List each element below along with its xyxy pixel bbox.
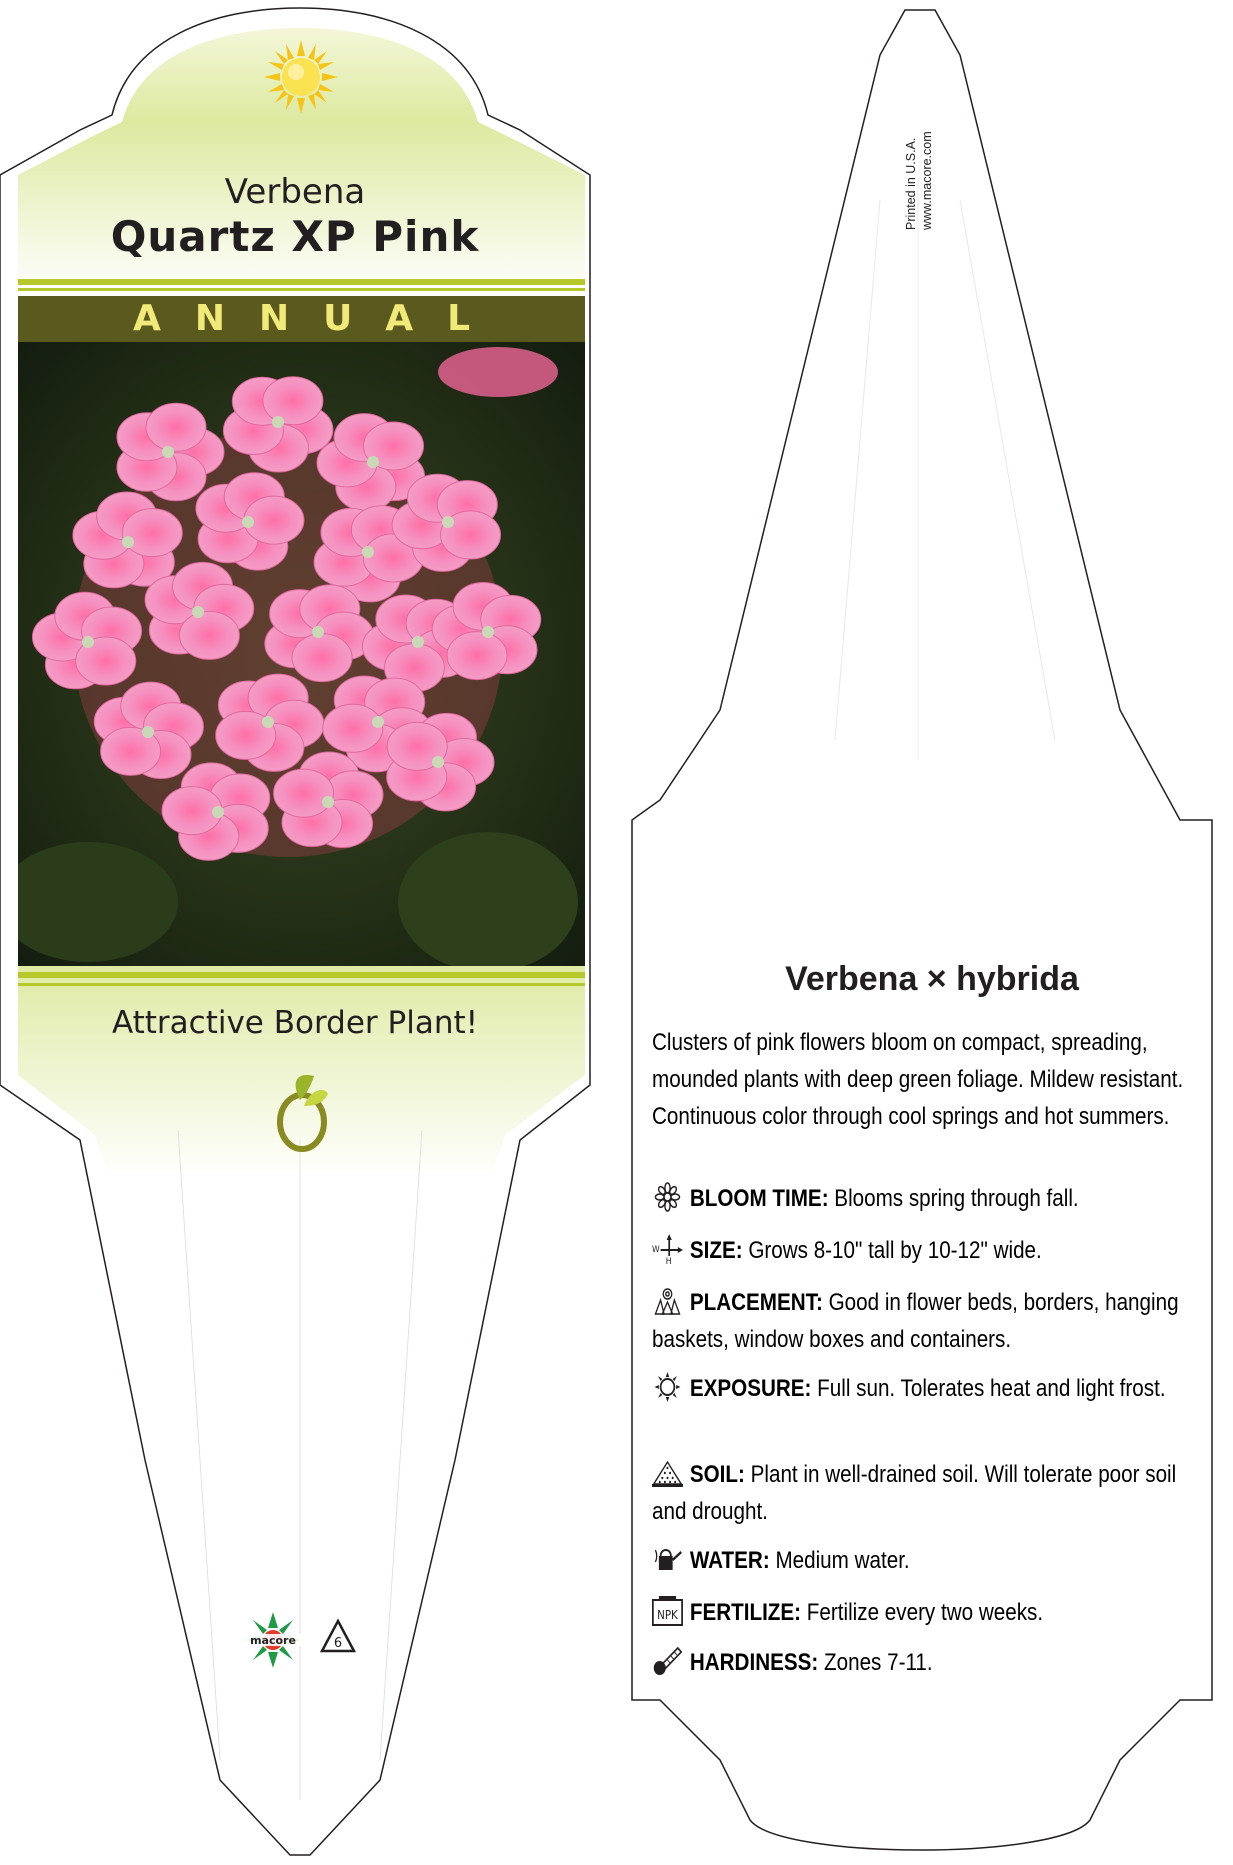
watering-can-icon [652, 1544, 683, 1574]
footer-rule-1 [18, 972, 585, 978]
sprout-logo-icon [270, 1070, 334, 1154]
svg-text:NPK: NPK [657, 1608, 678, 1623]
care-text: Full sun. Tolerates heat and light frost. [817, 1375, 1166, 1402]
header-rule-1 [18, 279, 585, 285]
care-bloom-time [652, 1180, 1211, 1217]
care-fertilize [652, 1594, 1211, 1631]
recycle-icon [318, 1617, 358, 1657]
svg-text:W: W [652, 1243, 660, 1255]
botanical-name: Verbena × hybrida [785, 960, 1079, 998]
footer-rule-2 [18, 983, 585, 986]
soil-icon [652, 1458, 683, 1488]
svg-text:H: H [665, 1255, 672, 1264]
back-title-wrap [652, 960, 1212, 999]
care-hardiness [652, 1644, 1211, 1681]
brand-name: macore [250, 1634, 296, 1647]
care-label: FERTILIZE: [689, 1599, 802, 1626]
verbena-flower-illustration [18, 342, 585, 966]
fertilizer-icon [652, 1596, 683, 1626]
printed-in: Printed in U.S.A. [904, 137, 918, 230]
care-text: Good in flower beds, borders, hanging baskets, window boxes and containers. [652, 1289, 1179, 1353]
care-soil [652, 1456, 1211, 1530]
care-text: Medium water. [775, 1547, 910, 1574]
care-label: PLACEMENT: [689, 1289, 823, 1316]
care-text: Plant in well-drained soil. Will tolerate poor soil and drought. [652, 1461, 1177, 1525]
header-rule-2 [18, 288, 585, 291]
flower-icon [652, 1182, 683, 1212]
care-label: EXPOSURE: [689, 1375, 812, 1402]
website: www.macore.com [920, 131, 934, 230]
care-label: WATER: [689, 1547, 770, 1574]
plant-photo [18, 342, 585, 966]
genus-name: Verbena [224, 172, 366, 212]
care-label: BLOOM TIME: [689, 1185, 829, 1212]
cultivar-name: Quartz XP Pink [110, 212, 480, 261]
macore-logo-icon [243, 1610, 303, 1670]
recycle-code: 6 [333, 1636, 343, 1651]
placement-icon [652, 1286, 683, 1316]
printed-info [900, 90, 940, 250]
care-text: Fertilize every two weeks. [806, 1599, 1044, 1626]
size-icon [652, 1234, 683, 1264]
care-water [652, 1542, 1211, 1579]
care-exposure [652, 1370, 1211, 1407]
care-text: Grows 8-10" tall by 10-12" wide. [748, 1237, 1042, 1264]
care-size [652, 1232, 1211, 1269]
care-placement [652, 1284, 1211, 1358]
thermometer-icon [652, 1646, 683, 1676]
sun-outline-icon [652, 1372, 683, 1402]
care-text: Blooms spring through fall. [834, 1185, 1079, 1212]
tagline: Attractive Border Plant! [111, 1005, 479, 1041]
plant-description: Clusters of pink flowers bloom on compact, spreading, mounded plants with deep green foliage. Mildew resistant. Continuous color through cool springs and hot summers. [652, 1029, 1184, 1130]
care-label: HARDINESS: [689, 1649, 819, 1676]
care-label: SIZE: [689, 1237, 743, 1264]
care-label: SOIL: [689, 1461, 745, 1488]
care-text: Zones 7-11. [824, 1649, 933, 1676]
sun-icon [262, 38, 340, 116]
category-band: ANNUAL [18, 296, 585, 342]
